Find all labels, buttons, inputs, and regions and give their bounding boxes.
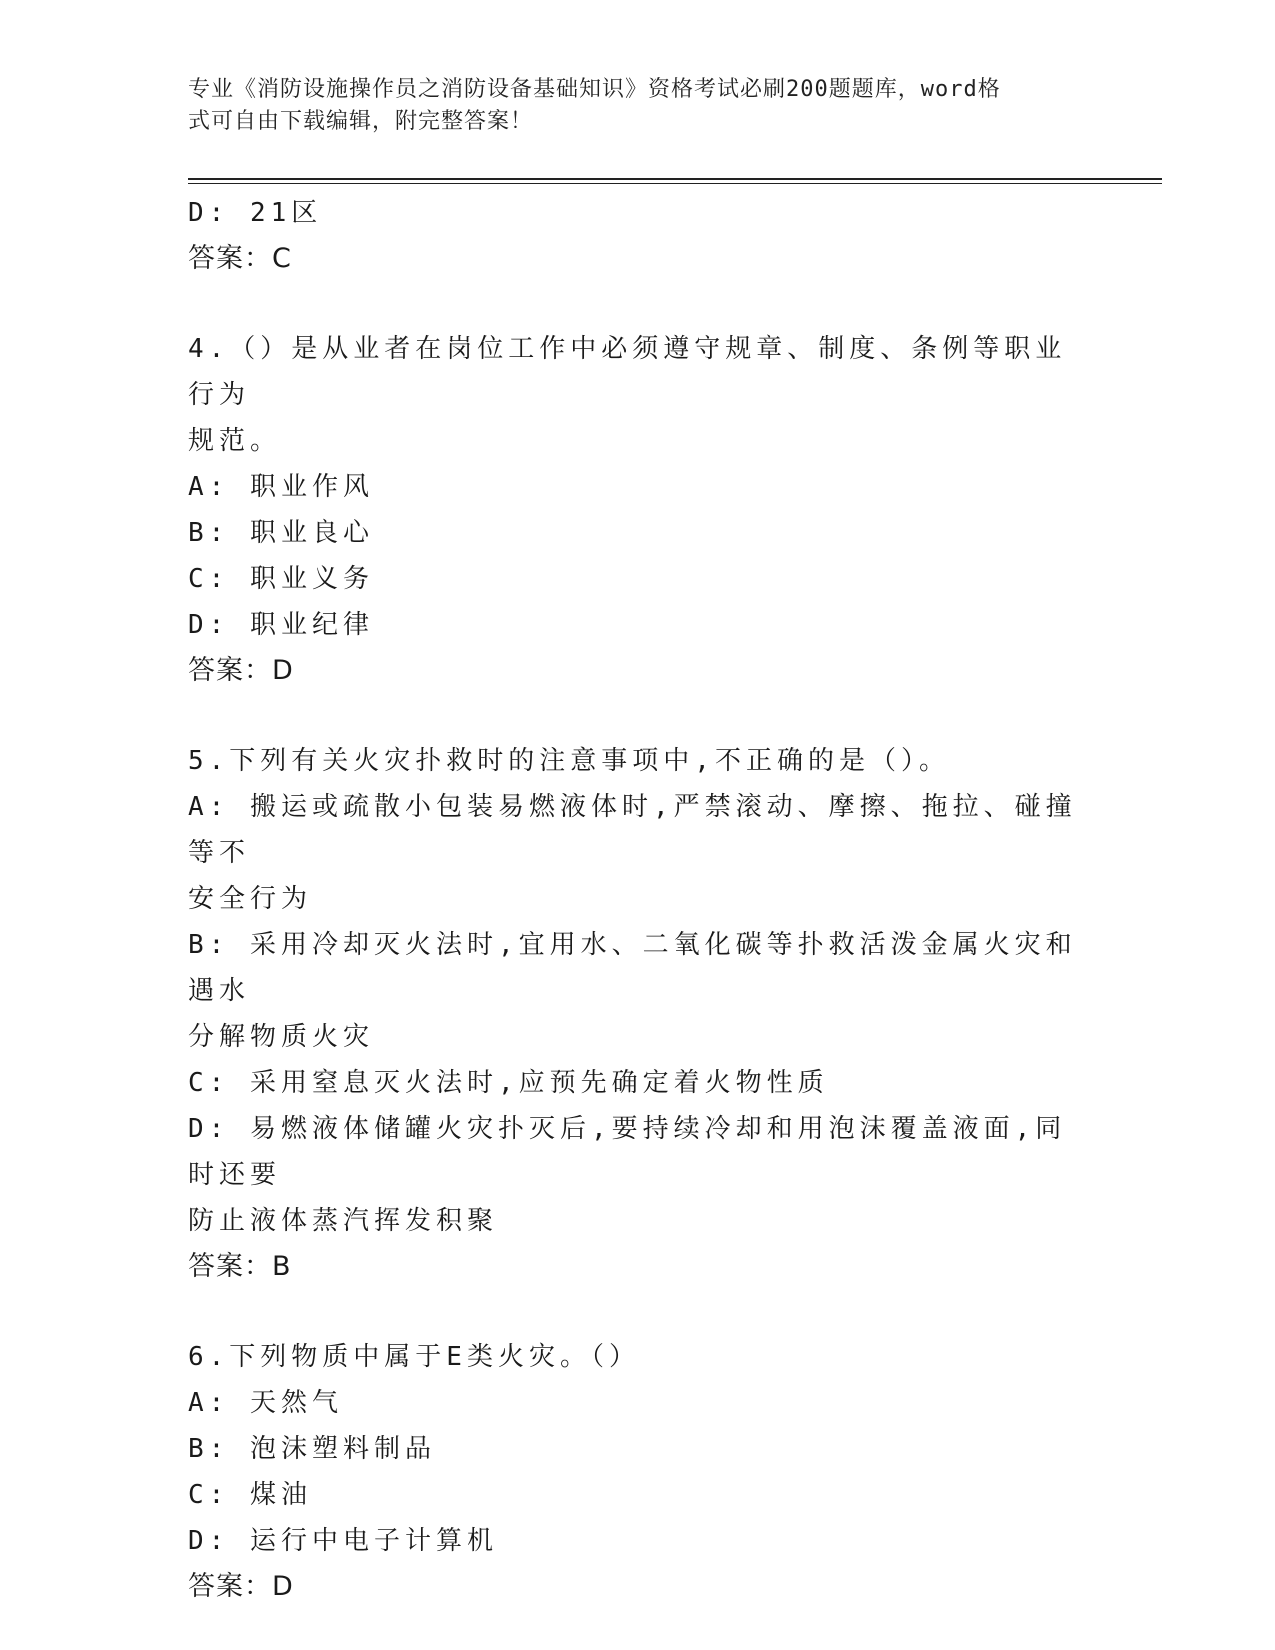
spacer <box>188 282 1088 326</box>
header-rule-thick <box>188 178 1162 180</box>
answer-line: 答案：D <box>188 655 294 686</box>
answer-line: 答案：C <box>188 243 292 274</box>
answer-line: 答案：B <box>188 1251 292 1282</box>
header-line-2: 式可自由下载编辑，附完整答案！ <box>188 109 534 134</box>
option-b: B: 职业良心 <box>188 518 374 548</box>
option-c: C: 煤油 <box>188 1480 312 1510</box>
question-stem: 6.下列物质中属于E类火灾。（） <box>188 1342 640 1372</box>
option-a: A: 天然气 <box>188 1388 343 1418</box>
question-4 <box>188 326 1088 694</box>
document-header <box>188 74 1068 138</box>
option-d: D: 职业纪律 <box>188 610 374 640</box>
option-d-continued: 防止液体蒸汽挥发积聚 <box>188 1206 499 1236</box>
question-stem: 5.下列有关火灾扑救时的注意事项中,不正确的是（）。 <box>188 746 950 776</box>
option-c: C: 采用窒息灭火法时,应预先确定着火物性质 <box>188 1068 829 1098</box>
option-b-continued: 分解物质火灾 <box>188 1022 375 1052</box>
header-rule-thin <box>188 183 1162 184</box>
question-3-tail <box>188 190 1088 282</box>
option-a: A: 职业作风 <box>188 472 374 502</box>
option-b: B: 采用冷却灭火法时,宜用水、二氧化碳等扑救活泼金属火灾和遇水 <box>188 930 1077 1006</box>
header-line-1: 专业《消防设施操作员之消防设备基础知识》资格考试必刷200题题库，word格 <box>188 77 1001 102</box>
document-body <box>188 190 1088 1610</box>
option-a-continued: 安全行为 <box>188 884 313 914</box>
spacer <box>188 694 1088 738</box>
option-d: D: 易燃液体储罐火灾扑灭后,要持续冷却和用泡沫覆盖液面,同时还要 <box>188 1114 1067 1190</box>
option-a: A: 搬运或疏散小包装易燃液体时,严禁滚动、摩擦、拖拉、碰撞等不 <box>188 792 1077 868</box>
question-stem: 4.（）是从业者在岗位工作中必须遵守规章、制度、条例等职业行为 <box>188 334 1067 410</box>
question-5 <box>188 738 1088 1290</box>
option-c: C: 职业义务 <box>188 564 374 594</box>
spacer <box>188 1290 1088 1334</box>
option-d: D: 运行中电子计算机 <box>188 1526 498 1556</box>
option-d: D: 21区 <box>188 198 323 228</box>
answer-line: 答案：D <box>188 1571 294 1602</box>
question-6 <box>188 1334 1088 1610</box>
question-stem-continued: 规范。 <box>188 426 282 456</box>
option-b: B: 泡沫塑料制品 <box>188 1434 436 1464</box>
